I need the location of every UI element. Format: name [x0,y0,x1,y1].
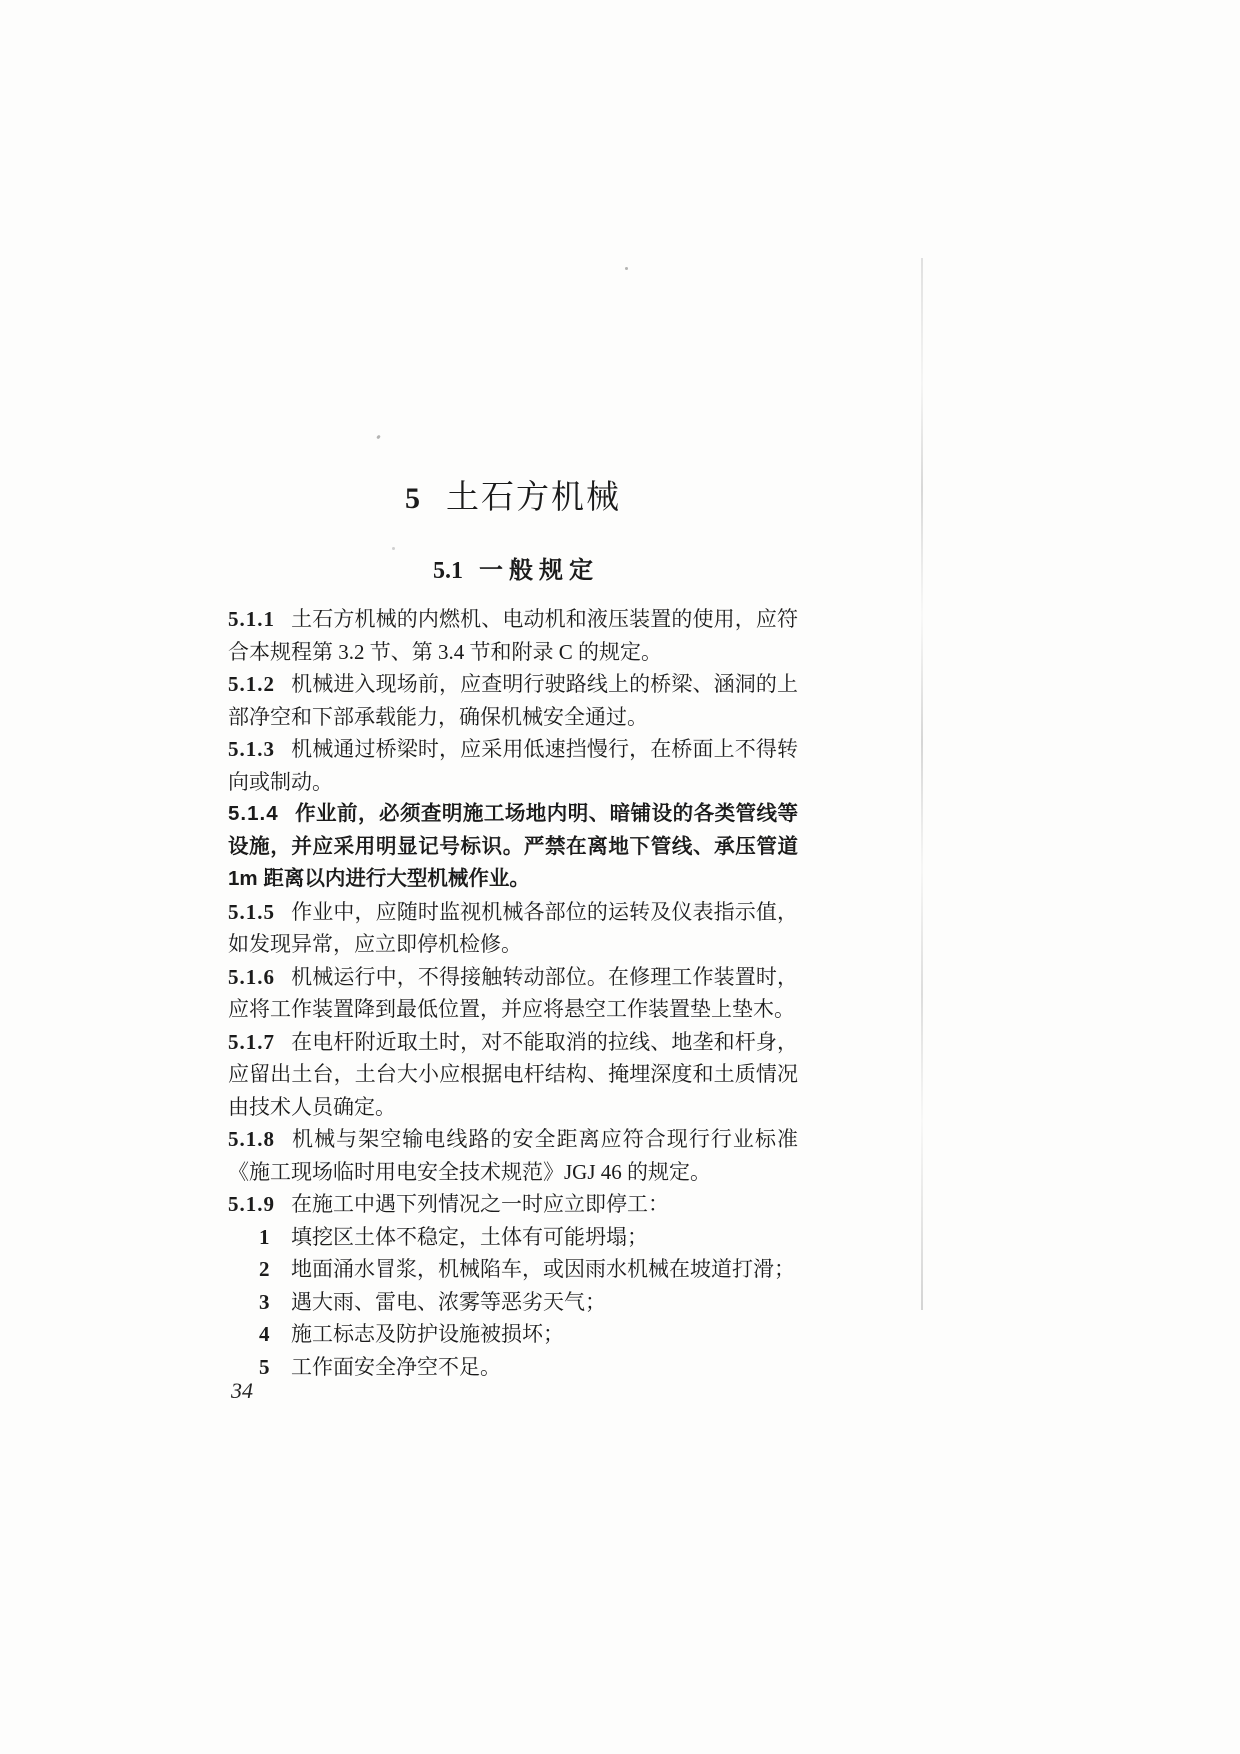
clause-5-1-5 [228,896,798,961]
chapter-title [228,476,798,521]
clause-5-1-7 [228,1026,798,1124]
clause-text: 机械通过桥梁时，应采用低速挡慢行，在桥面上不得转向或制动。 [228,737,798,794]
clause-5-1-3 [228,733,798,798]
clause-number: 5.1.6 [228,964,275,989]
stop-condition-item [228,1351,798,1384]
text-column [228,476,798,1383]
item-number: 4 [259,1322,270,1346]
item-text: 地面涌水冒浆，机械陷车，或因雨水机械在坡道打滑； [291,1257,795,1281]
item-number: 3 [259,1289,270,1314]
section-number: 5.1 [433,558,463,584]
clause-list [228,603,798,1383]
clause-number: 5.1.3 [228,737,275,761]
item-text: 工作面安全净空不足。 [291,1354,501,1379]
scan-speck [625,267,628,270]
item-number: 1 [259,1224,270,1249]
clause-text: 在施工中遇下列情况之一时应立即停工： [291,1192,669,1216]
stop-condition-item [228,1286,798,1319]
clause-text: 机械运行中，不得接触转动部位。在修理工作装置时，应将工作装置降到最低位置，并应将悬空工作装置垫上垫木。 [228,964,798,1021]
stop-condition-item [228,1318,798,1351]
stop-condition-item [228,1253,798,1286]
clause-number: 5.1.5 [228,899,275,924]
clause-5-1-4 [228,798,798,896]
item-text: 填挖区土体不稳定，土体有可能坍塌； [291,1224,648,1249]
clause-5-1-2 [228,668,798,733]
item-number: 5 [259,1354,270,1379]
clause-5-1-1 [228,603,798,668]
clause-5-1-8 [228,1123,798,1188]
scan-speck [376,435,381,440]
clause-number: 5.1.1 [228,607,275,631]
clause-5-1-9 [228,1188,798,1221]
clause-text: 土石方机械的内燃机、电动机和液压装置的使用，应符合本规程第 3.2 节、第 3.4 节和附录 C 的规定。 [228,607,798,664]
clause-text: 机械进入现场前，应查明行驶路线上的桥梁、涵洞的上部净空和下部承载能力，确保机械安全通过。 [228,672,798,729]
clause-number: 5.1.9 [228,1192,275,1216]
item-number: 2 [259,1257,270,1281]
scan-artifact-line [921,258,923,1310]
clause-text: 在电杆附近取土时，对不能取消的拉线、地垄和杆身，应留出土台，土台大小应根据电杆结构、掩埋深度和土质情况由技术人员确定。 [228,1029,798,1119]
section-title-text: 一 般 规 定 [479,558,593,584]
stop-condition-item [228,1221,798,1254]
clause-text: 机械与架空输电线路的安全距离应符合现行行业标准《施工现场临时用电安全技术规范》JGJ 46 的规定。 [228,1127,798,1184]
clause-number: 5.1.7 [228,1029,275,1054]
page-number: 34 [231,1378,253,1403]
clause-text: 作业前，必须查明施工场地内明、暗铺设的各类管线等设施，并应采用明显记号标识。严禁在离地下管线、承压管道 1m 距离以内进行大型机械作业。 [228,802,798,890]
section-title [228,555,798,587]
clause-number: 5.1.8 [228,1127,275,1151]
item-text: 遇大雨、雷电、浓雾等恶劣天气； [291,1289,606,1314]
item-text: 施工标志及防护设施被损坏； [291,1322,564,1346]
clause-text: 作业中，应随时监视机械各部位的运转及仪表指示值，如发现异常，应立即停机检修。 [228,899,798,956]
clause-number: 5.1.4 [228,802,279,825]
clause-5-1-6 [228,961,798,1026]
chapter-title-text: 土石方机械 [446,480,621,516]
chapter-number: 5 [405,482,420,515]
clause-number: 5.1.2 [228,672,275,696]
